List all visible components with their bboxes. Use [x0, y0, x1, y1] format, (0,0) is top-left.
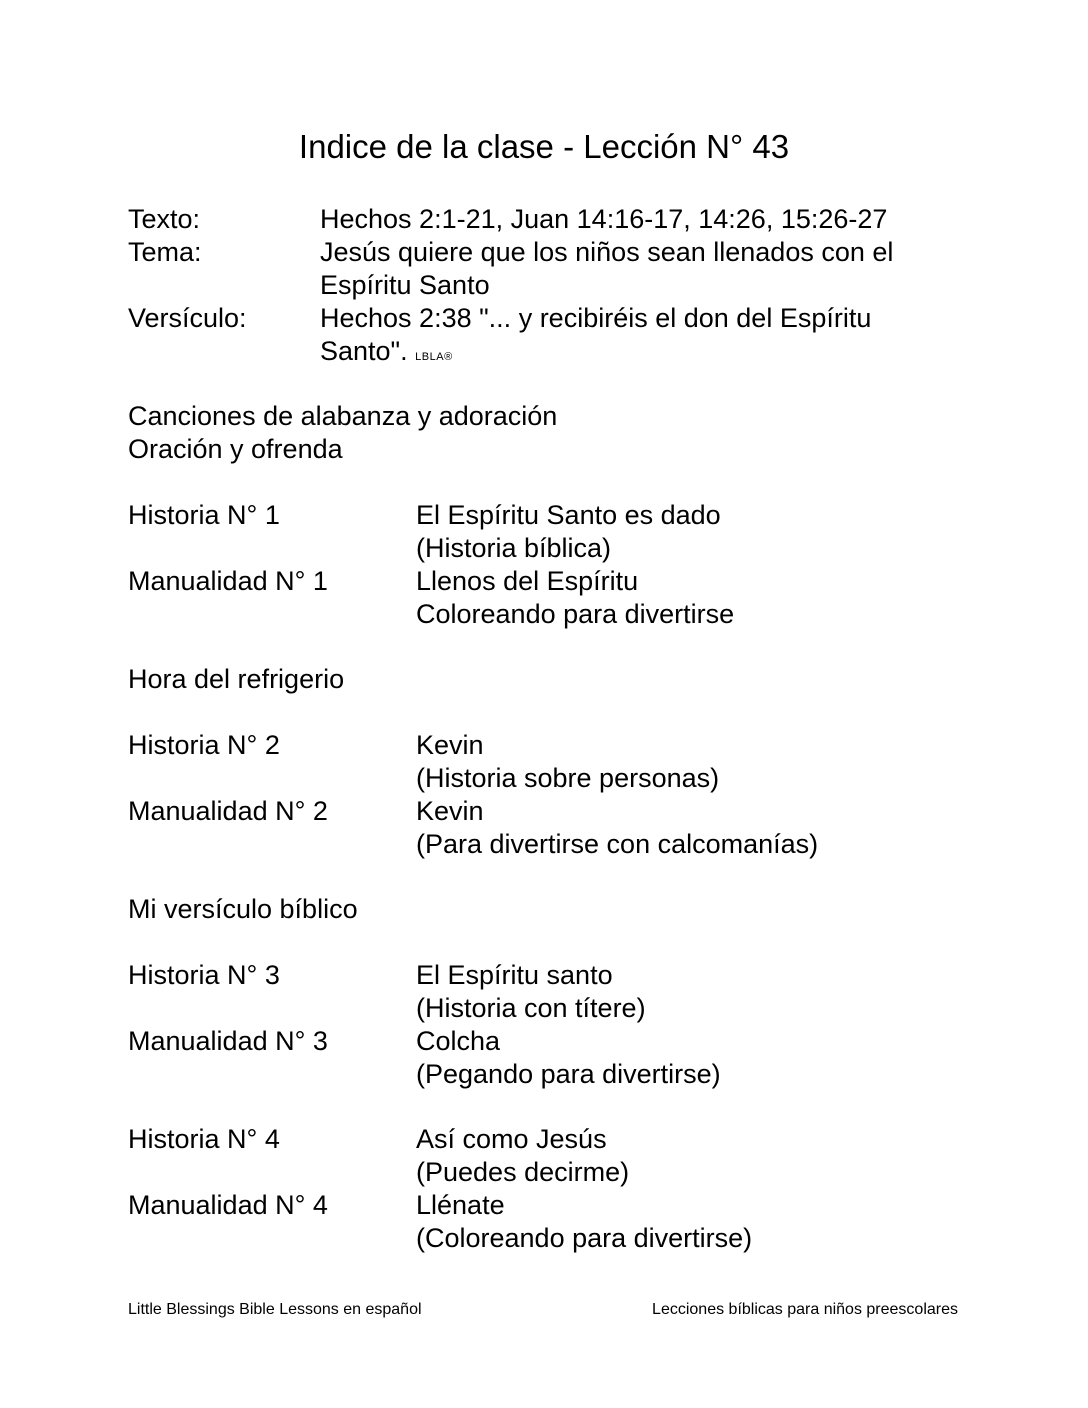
story-3-label: Historia N° 3: [128, 960, 280, 990]
craft-3-subtitle: (Pegando para divertirse): [416, 1059, 721, 1089]
footer-left: Little Blessings Bible Lessons en español: [128, 1301, 422, 1318]
craft-4-title: Llénate: [416, 1190, 505, 1220]
opening-songs: Canciones de alabanza y adoración: [128, 401, 558, 431]
craft-3-title: Colcha: [416, 1026, 501, 1056]
verse-section: Mi versículo bíblico: [128, 894, 358, 924]
craft-1-label: Manualidad N° 1: [128, 566, 328, 596]
tema-label: Tema:: [128, 237, 202, 267]
craft-3-details: [416, 1025, 976, 1091]
craft-4-row: [128, 1189, 1008, 1255]
story-2-row: [128, 729, 1008, 795]
story-4-label: Historia N° 4: [128, 1124, 280, 1154]
story-3-row: [128, 959, 1008, 1025]
craft-4-subtitle: (Coloreando para divertirse): [416, 1223, 753, 1253]
story-4-row: [128, 1123, 1008, 1189]
craft-1-subtitle: Coloreando para divertirse: [416, 599, 735, 629]
story-2-subtitle: (Historia sobre personas): [416, 763, 720, 793]
story-3-title: El Espíritu santo: [416, 960, 613, 990]
craft-2-details: [416, 795, 976, 861]
story-2-title: Kevin: [416, 730, 484, 760]
story-1-row: [128, 499, 1008, 565]
craft-2-title: Kevin: [416, 796, 484, 826]
craft-1-row: [128, 565, 1008, 631]
story-3-subtitle: (Historia con títere): [416, 993, 646, 1023]
texto-label: Texto:: [128, 204, 201, 234]
craft-4-label: Manualidad N° 4: [128, 1190, 328, 1220]
versiculo-row: [128, 302, 1008, 368]
opening-prayer: Oración y ofrenda: [128, 434, 343, 464]
texto-value: Hechos 2:1-21, Juan 14:16-17, 14:26, 15:26-27: [320, 204, 888, 234]
versiculo-value: Hechos 2:38 "... y recibiréis el don del Espíritu Santo".: [320, 303, 872, 366]
versiculo-label: Versículo:: [128, 303, 247, 333]
craft-2-label: Manualidad N° 2: [128, 796, 328, 826]
snack-time: Hora del refrigerio: [128, 664, 345, 694]
story-2-label: Historia N° 2: [128, 730, 280, 760]
story-1-label: Historia N° 1: [128, 500, 280, 530]
story-1-title: El Espíritu Santo es dado: [416, 500, 721, 530]
page-title: Indice de la clase - Lección N° 43: [298, 128, 790, 165]
craft-3-label: Manualidad N° 3: [128, 1026, 328, 1056]
story-1-details: [416, 499, 976, 565]
story-4-details: [416, 1123, 976, 1189]
story-4-subtitle: (Puedes decirme): [416, 1157, 630, 1187]
craft-3-row: [128, 1025, 1008, 1091]
story-1-subtitle: (Historia bíblica): [416, 533, 612, 563]
story-4-title: Así como Jesús: [416, 1124, 607, 1154]
craft-1-title: Llenos del Espíritu: [416, 566, 639, 596]
craft-4-details: [416, 1189, 976, 1255]
tema-row: [128, 236, 1008, 302]
story-2-details: [416, 729, 976, 795]
craft-2-subtitle: (Para divertirse con calcomanías): [416, 829, 819, 859]
story-3-details: [416, 959, 976, 1025]
craft-2-row: [128, 795, 1008, 861]
tema-value: Jesús quiere que los niños sean llenados con el Espíritu Santo: [320, 237, 894, 300]
texto-row: [128, 203, 1008, 236]
craft-1-details: [416, 565, 976, 631]
footer-right: Lecciones bíblicas para niños preescolares: [652, 1301, 958, 1318]
versiculo-value-wrap: [320, 302, 940, 374]
versiculo-source: LBLA®: [415, 351, 453, 363]
